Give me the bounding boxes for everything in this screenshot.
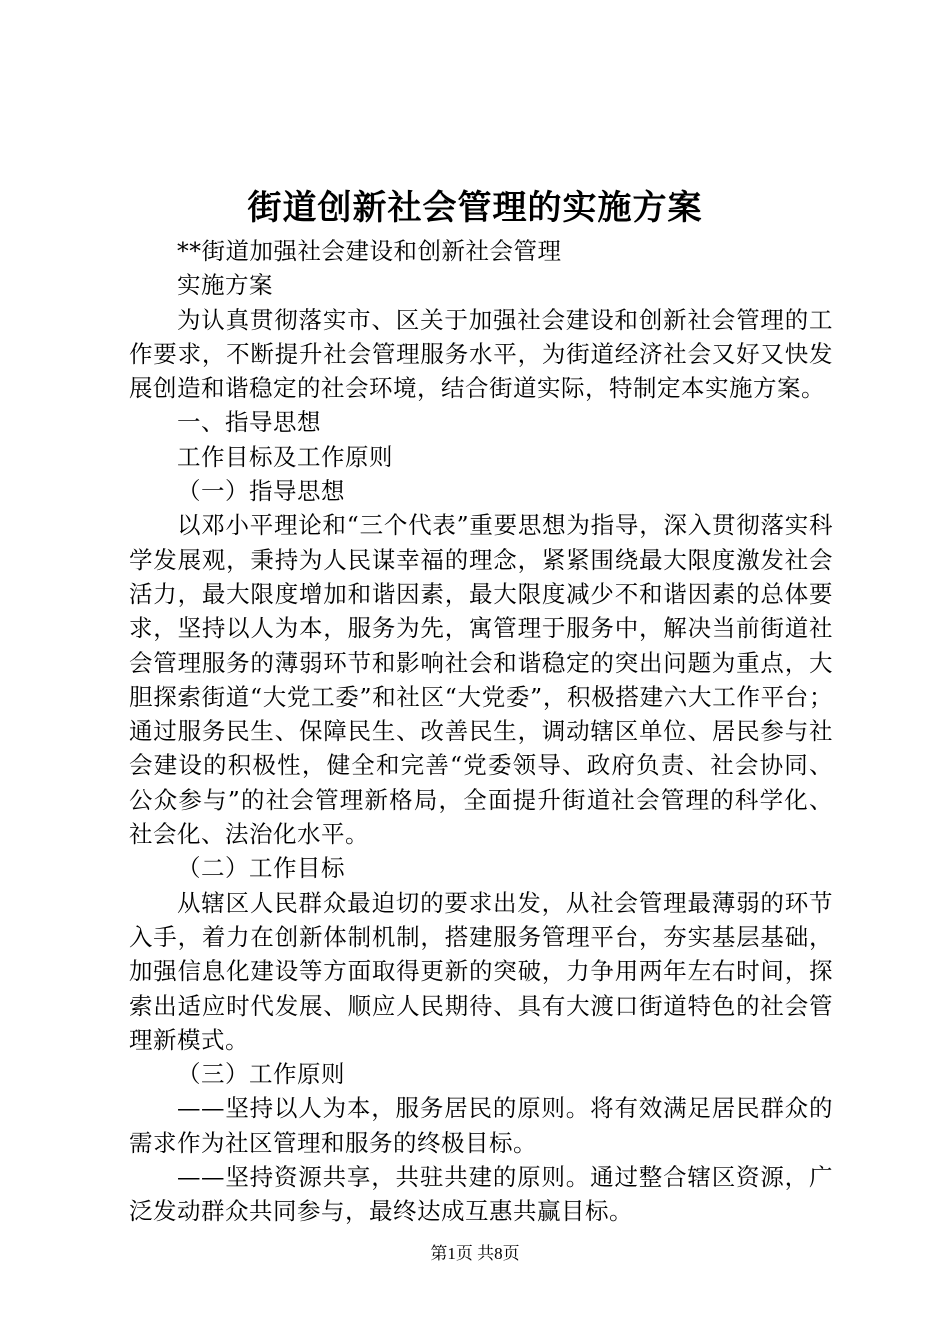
page-footer: 第1页 共8页 (430, 1244, 520, 1263)
subheading-guiding-thought: （一）指导思想 (177, 477, 345, 506)
paragraph-intro: 为认真贯彻落实市、区关于加强社会建设和创新社会管理的工作要求，不断提升社会管理服务水平，为街道经济社会又好又快发展创造和谐稳定的社会环境，结合街道实际，特制定本实施方案。 (129, 305, 833, 403)
section-heading-guiding: 一、指导思想 (177, 408, 321, 437)
paragraph-work-goals: 从辖区人民群众最迫切的要求出发，从社会管理最薄弱的环节入手，着力在创新体制机制，搭建服务管理平台，夯实基层基础，加强信息化建设等方面取得更新的突破，力争用两年左右时间，探索出适应时代发展、顺应人民期待、具有大渡口街道特色的社会管理新模式。 (129, 888, 833, 1054)
paragraph-subtitle-line2: 实施方案 (177, 271, 273, 300)
paragraph-principle-2: ——坚持资源共享，共驻共建的原则。通过整合辖区资源，广泛发动群众共同参与，最终达成互惠共赢目标。 (129, 1163, 833, 1226)
document-title: 街道创新社会管理的实施方案 (247, 188, 703, 228)
paragraph-subtitle-line1: **街道加强社会建设和创新社会管理 (177, 237, 562, 265)
paragraph-guiding-thought: 以邓小平理论和“三个代表”重要思想为指导，深入贯彻落实科学发展观，秉持为人民谋幸福的理念，紧紧围绕最大限度激发社会活力，最大限度增加和谐因素，最大限度减少不和谐因素的总体要求，坚持以人为本，服务为先，寓管理于服务中，解决当前街道社会管理服务的薄弱环节和影响社会和谐稳定的突出问题为重点，大胆探索街道“大党工委”和社区“大党委”，积极搭建六大工作平台；通过服务民生、保障民生、改善民生，调动辖区单位、居民参与社会建设的积极性，健全和完善“党委领导、政府负责、社会协同、公众参与”的社会管理新格局，全面提升街道社会管理的科学化、社会化、法治化水平。 (129, 511, 833, 849)
section-heading-goals-principles: 工作目标及工作原则 (177, 442, 393, 471)
paragraph-principle-1: ——坚持以人为本，服务居民的原则。将有效满足居民群众的需求作为社区管理和服务的终极目标。 (129, 1094, 833, 1157)
subheading-work-goals: （二）工作目标 (177, 854, 345, 883)
subheading-work-principles: （三）工作原则 (177, 1060, 345, 1089)
document-body (129, 234, 833, 1229)
